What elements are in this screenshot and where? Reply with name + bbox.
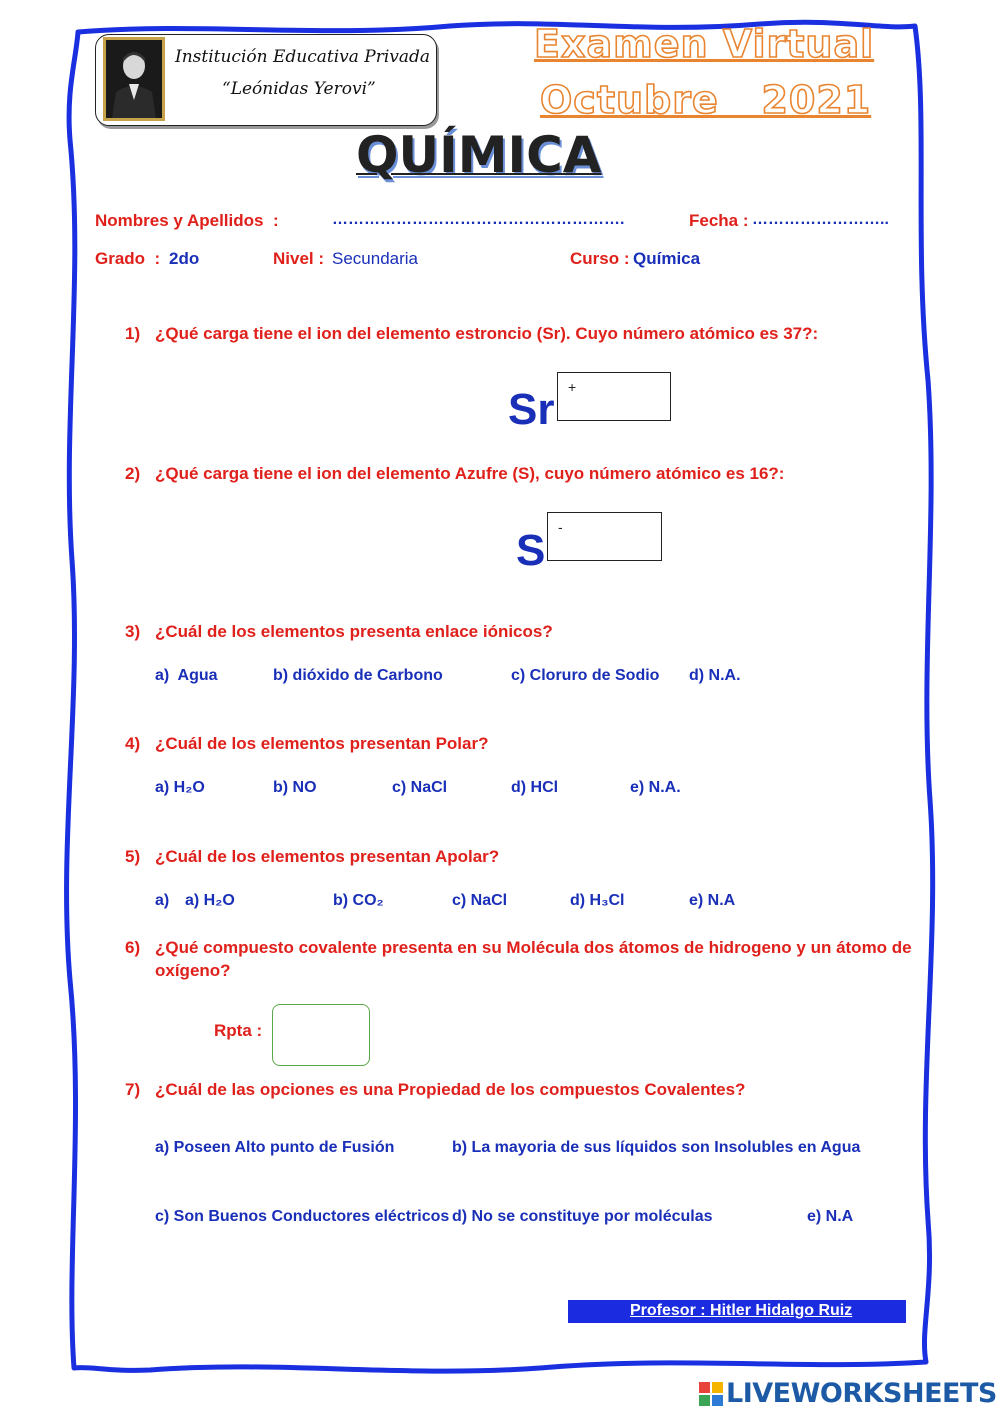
- subject-title: QUÍMICA: [356, 126, 602, 184]
- q4-option-c[interactable]: c) NaCl: [392, 779, 448, 796]
- exam-title-line2: Octubre 2021: [540, 78, 872, 122]
- names-label: Nombres y Apellidos: [95, 211, 264, 230]
- q6-text-line2: oxígeno?: [155, 961, 231, 980]
- q5-text: ¿Cuál de los elementos presentan Apolar?: [155, 847, 500, 866]
- q7-number: 7): [125, 1080, 141, 1099]
- q1-charge-sign: +: [568, 379, 577, 395]
- founder-portrait: [103, 37, 165, 121]
- q1-text: ¿Qué carga tiene el ion del elemento estroncio (Sr). Cuyo número atómico es 37?:: [155, 324, 819, 343]
- q6-answer-input[interactable]: [272, 1004, 370, 1066]
- level-label: Nivel :: [273, 249, 325, 268]
- q5-option-d[interactable]: d) H₃Cl: [570, 892, 625, 909]
- q4-option-a[interactable]: a) H₂O: [155, 779, 205, 796]
- q3-option-d[interactable]: d) N.A.: [689, 667, 741, 684]
- level-value: Secundaria: [332, 249, 419, 268]
- institution-name: Institución Educativa Privada: [175, 47, 431, 67]
- date-label: Fecha :: [689, 211, 749, 230]
- teacher-banner: Profesor : Hitler Hidalgo Ruiz: [568, 1300, 906, 1323]
- q5-option-a[interactable]: a) H₂O: [185, 892, 235, 909]
- q4-option-b[interactable]: b) NO: [273, 779, 317, 796]
- q2-element-symbol: S: [516, 526, 546, 575]
- q2-text: ¿Qué carga tiene el ion del elemento Azufre (S), cuyo número atómico es 16?:: [155, 464, 785, 483]
- liveworksheets-watermark: LIVEWORKSHEETS: [726, 1378, 997, 1409]
- q5-number: 5): [125, 847, 141, 866]
- q1-element-symbol: Sr: [508, 385, 555, 434]
- q7-option-e[interactable]: e) N.A: [807, 1208, 854, 1225]
- q7-option-a[interactable]: a) Poseen Alto punto de Fusión: [155, 1139, 395, 1156]
- exam-title-line1: Examen Virtual: [534, 22, 875, 66]
- q4-option-d[interactable]: d) HCl: [511, 779, 559, 796]
- course-value: Química: [633, 249, 701, 268]
- q3-number: 3): [125, 622, 141, 641]
- q4-number: 4): [125, 734, 141, 753]
- q3-option-c[interactable]: c) Cloruro de Sodio: [511, 667, 660, 684]
- q2-charge-sign: -: [558, 519, 563, 535]
- institution-school: “Leónidas Yerovi”: [222, 79, 376, 99]
- q6-number: 6): [125, 938, 141, 957]
- q3-option-a[interactable]: a) Agua: [155, 667, 218, 684]
- q7-text: ¿Cuál de las opciones es una Propiedad de los compuestos Covalentes?: [155, 1080, 746, 1099]
- q4-text: ¿Cuál de los elementos presentan Polar?: [155, 734, 489, 753]
- q3-text: ¿Cuál de los elementos presenta enlace iónicos?: [155, 622, 553, 641]
- liveworksheets-logo-icon: [699, 1382, 723, 1406]
- q7-option-d[interactable]: d) No se constituye por moléculas: [452, 1208, 713, 1225]
- q4-option-e[interactable]: e) N.A.: [630, 779, 681, 796]
- names-colon: :: [273, 211, 279, 230]
- q2-number: 2): [125, 464, 141, 483]
- q1-number: 1): [125, 324, 141, 343]
- q5-option-e[interactable]: e) N.A: [689, 892, 736, 909]
- course-label: Curso :: [570, 249, 630, 268]
- names-field[interactable]: ……………………………………………….: [332, 211, 625, 228]
- q1-charge-input[interactable]: [557, 372, 671, 421]
- q6-text-line1: ¿Qué compuesto covalente presenta en su Molécula dos átomos de hidrogeno y un átomo de: [155, 938, 912, 957]
- q5-prefix: a): [155, 892, 170, 909]
- grade-label: Grado :: [95, 249, 161, 268]
- q2-charge-input[interactable]: [547, 512, 662, 561]
- grade-value: 2do: [169, 249, 200, 268]
- q5-option-c[interactable]: c) NaCl: [452, 892, 508, 909]
- q5-option-b[interactable]: b) CO₂: [333, 892, 384, 909]
- q7-option-c[interactable]: c) Son Buenos Conductores eléctricos: [155, 1208, 450, 1225]
- q6-answer-label: Rpta :: [214, 1021, 263, 1040]
- date-field[interactable]: ……………………..: [752, 211, 889, 228]
- q7-option-b[interactable]: b) La mayoria de sus líquidos son Insolubles en Agua: [452, 1139, 861, 1156]
- q3-option-b[interactable]: b) dióxido de Carbono: [273, 667, 443, 684]
- portrait-figure: [106, 40, 162, 118]
